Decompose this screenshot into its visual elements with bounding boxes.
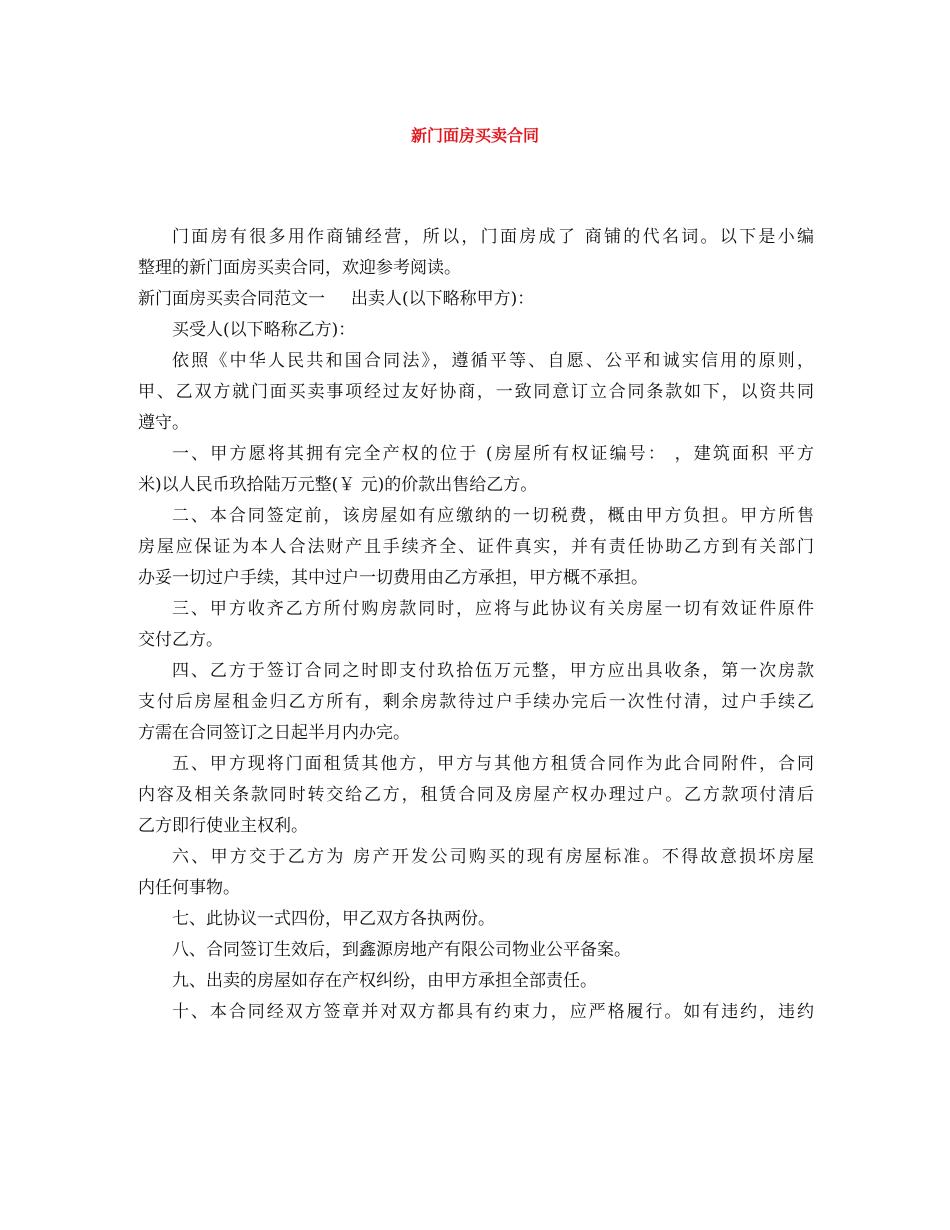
paragraph-line: 米)以人民币玖拾陆万元整(￥ 元)的价款出售给乙方。 xyxy=(138,475,538,495)
paragraph-line: 内任何事物。 xyxy=(138,878,240,898)
paragraph-line: 内容及相关条款同时转交给乙方，租赁合同及房屋产权办理过户。乙方款项付清后 xyxy=(138,785,814,805)
clause-2: 二、本合同签定前，该房屋如有应缴纳的一切税费，概由甲方负担。甲方所售 xyxy=(172,506,814,526)
paragraph-line: 办妥一切过户手续，其中过户一切费用由乙方承担，甲方概不承担。 xyxy=(138,568,648,588)
paragraph-line: 乙方即行使业主权利。 xyxy=(138,816,308,836)
clause-3: 三、甲方收齐乙方所付购房款同时，应将与此协议有关房屋一切有效证件原件 xyxy=(172,599,814,619)
document-title: 新门面房买卖合同 xyxy=(410,126,539,145)
paragraph-line: 房屋应保证为本人合法财产且手续齐全、证件真实，并有责任协助乙方到有关部门 xyxy=(138,537,814,557)
clause-1: 一、甲方愿将其拥有完全产权的位于 (房屋所有权证编号： ，建筑面积 平方 xyxy=(172,444,814,464)
document-body xyxy=(138,222,814,1028)
paragraph-line xyxy=(138,284,814,315)
clause-7: 七、此协议一式四份，甲乙双方各执两份。 xyxy=(172,909,495,929)
clause-4: 四、乙方于签订合同之时即支付玖拾伍万元整，甲方应出具收条，第一次房款 xyxy=(172,661,814,681)
buyer-label: 买受人(以下略称乙方)： xyxy=(172,320,356,340)
paragraph-line: 门面房有很多用作商铺经营，所以，门面房成了 商铺的代名词。以下是小编 xyxy=(172,227,814,247)
seller-label: 出卖人(以下略称甲方)： xyxy=(351,289,535,309)
paragraph-line: 遵守。 xyxy=(138,413,189,433)
paragraph-line: 支付后房屋租金归乙方所有，剩余房款待过户手续办完后一次性付清，过户手续乙 xyxy=(138,692,814,712)
paragraph-line: 依照《中华人民共和国合同法》，遵循平等、自愿、公平和诚实信用的原则， xyxy=(172,351,814,371)
clause-10: 十、本合同经双方签章并对双方都具有约束力，应严格履行。如有违约，违约 xyxy=(172,1002,814,1022)
clause-8: 八、合同签订生效后，到鑫源房地产有限公司物业公平备案。 xyxy=(172,940,631,960)
paragraph-line: 方需在合同签订之日起半月内办完。 xyxy=(138,723,410,743)
sample-heading: 新门面房买卖合同范文一 xyxy=(138,289,325,309)
clause-5: 五、甲方现将门面租赁其他方，甲方与其他方租赁合同作为此合同附件，合同 xyxy=(172,754,814,774)
paragraph-line: 整理的新门面房买卖合同，欢迎参考阅读。 xyxy=(138,258,461,278)
clause-9: 九、出卖的房屋如存在产权纠纷，由甲方承担全部责任。 xyxy=(172,971,597,991)
paragraph-line: 交付乙方。 xyxy=(138,630,223,650)
clause-6: 六、甲方交于乙方为 房产开发公司购买的现有房屋标准。不得故意损坏房屋 xyxy=(172,847,814,867)
paragraph-line: 甲、乙双方就门面买卖事项经过友好协商，一致同意订立合同条款如下，以资共同 xyxy=(138,382,814,402)
